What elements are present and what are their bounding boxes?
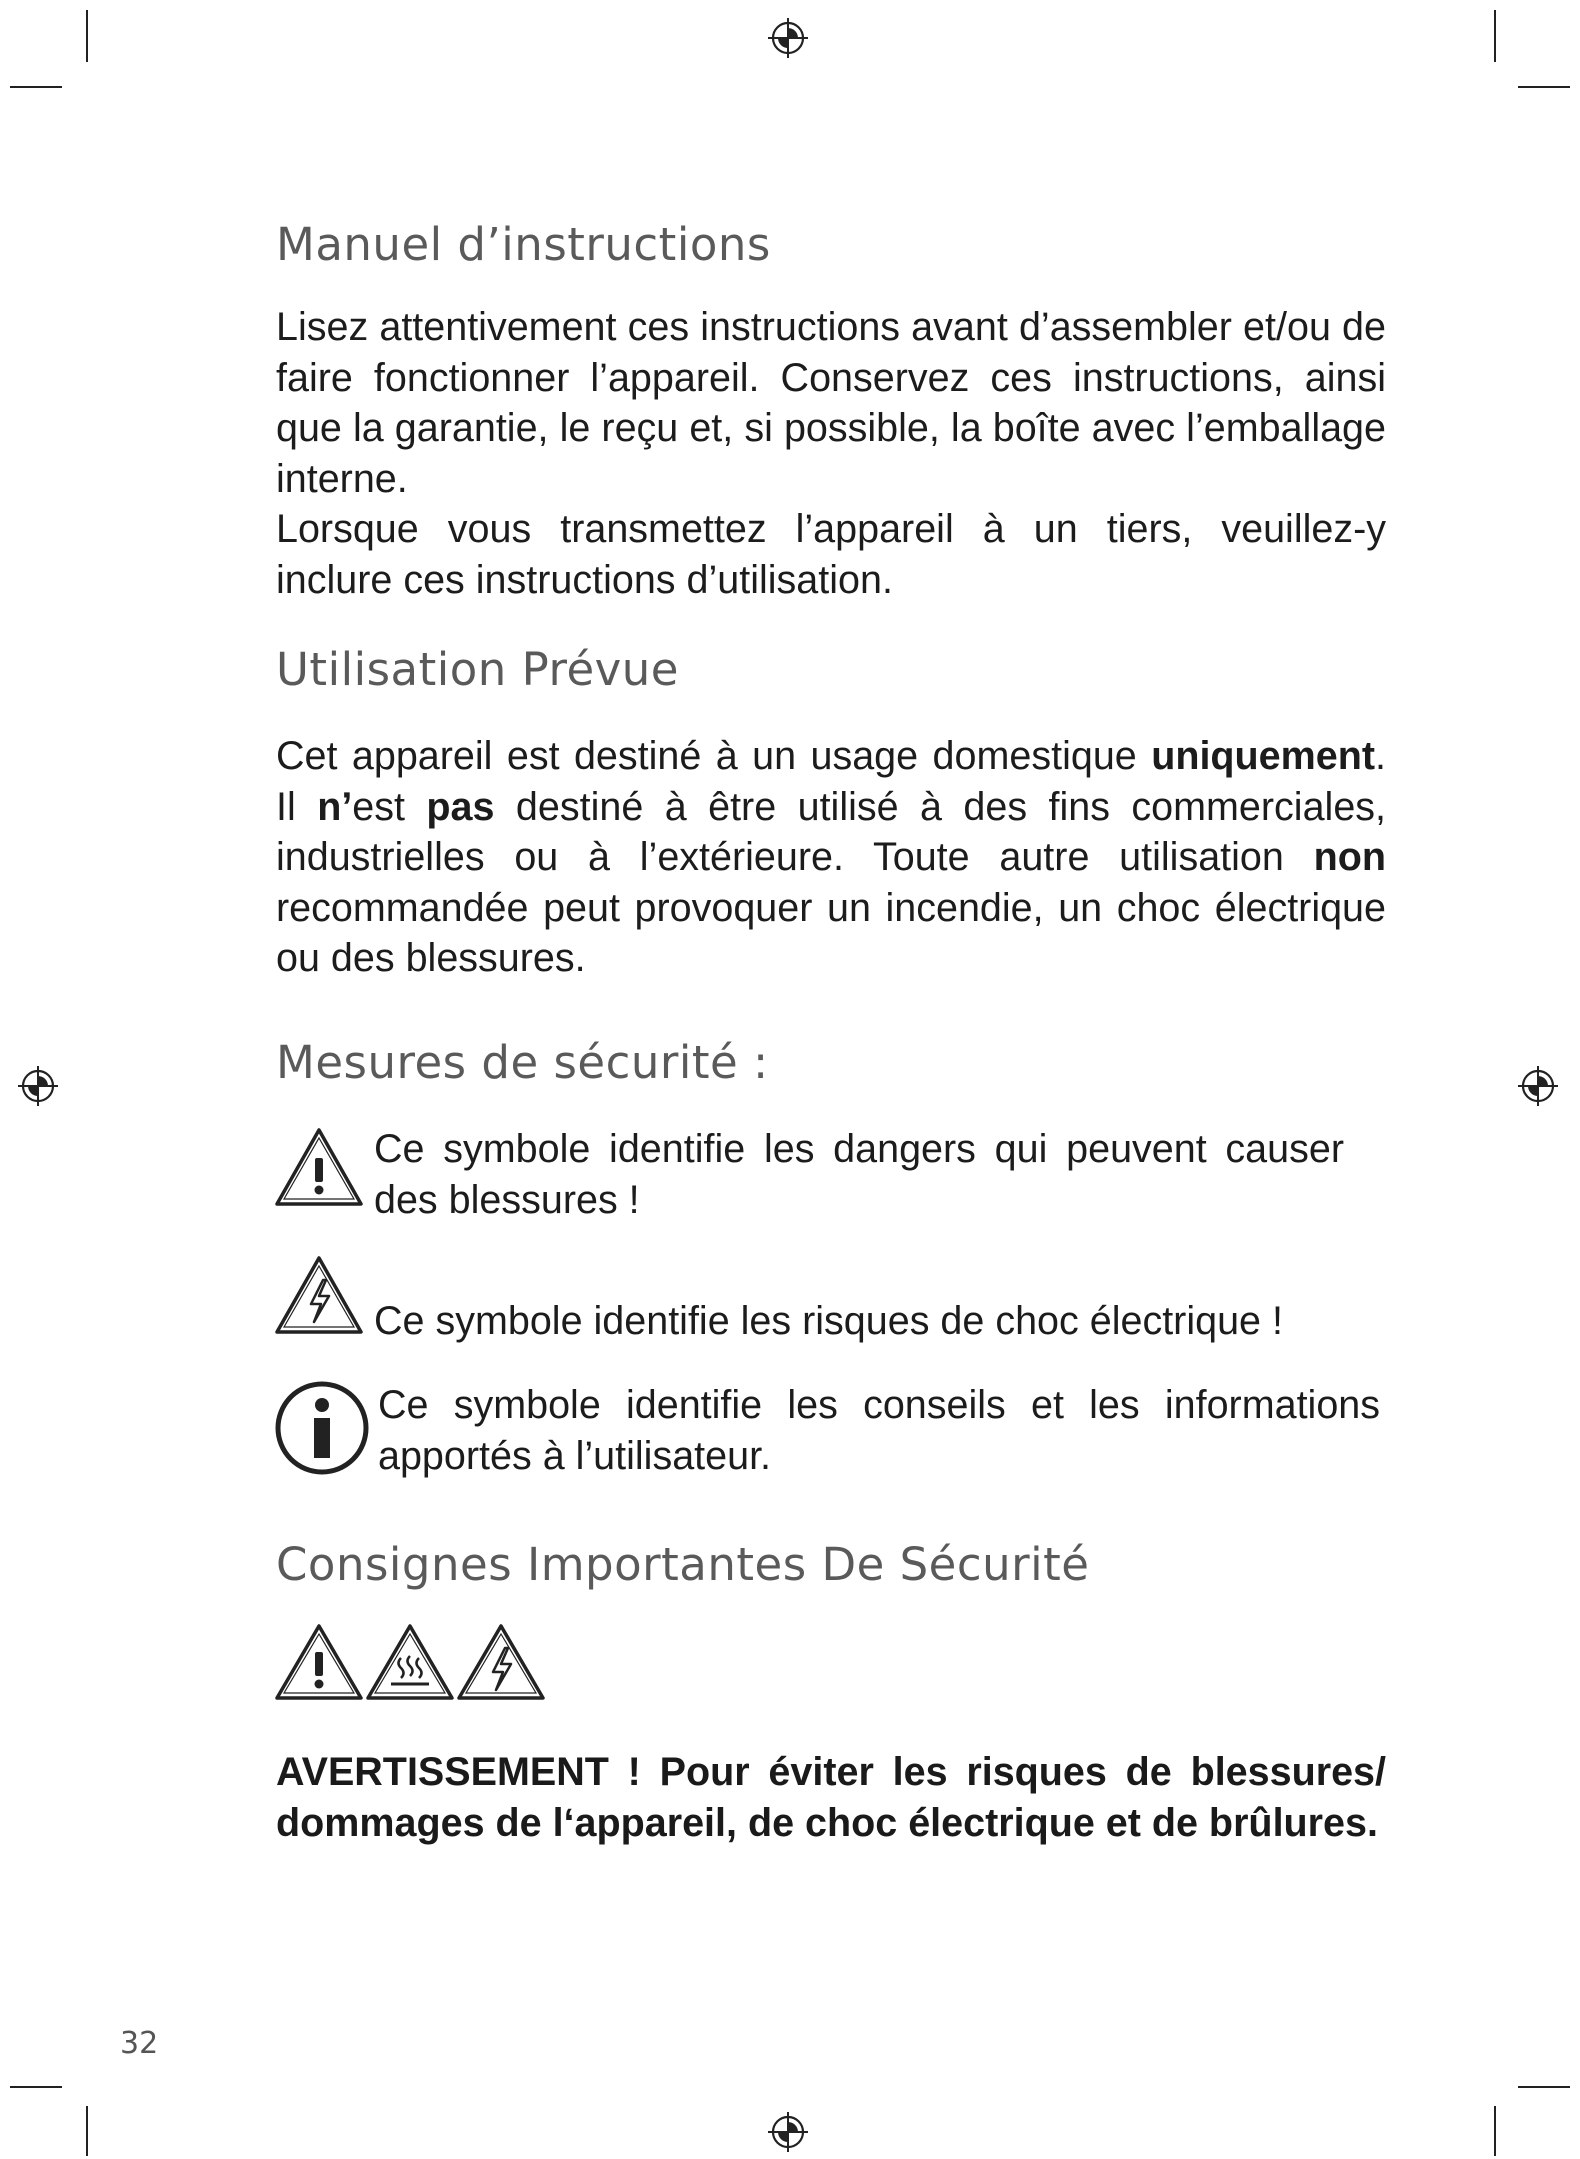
crop-mark xyxy=(86,10,88,62)
warning-triangle-icon xyxy=(277,1626,361,1698)
crop-mark xyxy=(10,2086,62,2088)
symbol-text: Ce symbole identifie les dangers qui peuvent causer des blessures ! xyxy=(374,1127,1344,1222)
symbol-text: Ce symbole identifie les conseils et les informations apportés à l’utilisateur. xyxy=(378,1383,1380,1478)
registration-mark-icon xyxy=(766,2110,810,2154)
manual-paragraph-2: Lorsque vous transmettez l’appareil à un tiers, veuillez-y inclure ces instructions d’utilisation. xyxy=(276,507,1386,602)
crop-mark xyxy=(1494,2106,1496,2156)
symbol-text: Ce symbole identifie les risques de choc électrique ! xyxy=(374,1299,1283,1343)
electric-shock-icon xyxy=(459,1626,543,1698)
safety-measures-heading: Mesures de sécurité : xyxy=(276,1036,769,1089)
registration-mark-icon xyxy=(1516,1064,1560,1108)
crop-mark xyxy=(1494,10,1496,62)
symbol-row-info xyxy=(274,1380,1384,1490)
crop-mark xyxy=(10,86,62,88)
symbol-row-danger xyxy=(274,1124,1384,1234)
hot-surface-icon xyxy=(368,1626,452,1698)
warning-text: AVERTISSEMENT ! Pour éviter les risques de blessures/ dommages de l‘appareil, de choc électrique et de brûlures. xyxy=(276,1750,1386,1845)
manual-paragraph-1: Lisez attentivement ces instructions avant d’assembler et/ou de faire fonctionner l’appareil. Conservez ces instructions, ainsi que la garantie, le reçu et, si possible, la boîte avec l’emballage interne. xyxy=(276,305,1386,501)
manual-heading: Manuel d’instructions xyxy=(276,218,771,271)
important-safety-heading: Consignes Importantes De Sécurité xyxy=(276,1538,1090,1591)
registration-mark-icon xyxy=(16,1064,60,1108)
crop-mark xyxy=(1518,2086,1570,2088)
crop-mark xyxy=(1518,86,1570,88)
page-number: 32 xyxy=(120,2026,159,2061)
warning-triangle-icon xyxy=(274,1126,364,1208)
symbol-row-electric xyxy=(274,1254,1384,1344)
intended-use-paragraph: Cet appareil est destiné à un usage domestique uniquement. Il n’est pas destiné à être utilisé à des fins commerciales, industrielles ou à l’extérieure. Toute autre utilisation non recommandée peut provoquer un incendie, un choc électrique ou des blessures. xyxy=(276,734,1387,980)
crop-mark xyxy=(86,2106,88,2156)
safety-icons-row xyxy=(274,1622,548,1702)
electric-shock-icon xyxy=(274,1254,364,1336)
intended-use-heading: Utilisation Prévue xyxy=(276,643,679,696)
info-icon xyxy=(274,1380,370,1476)
registration-mark-icon xyxy=(766,16,810,60)
